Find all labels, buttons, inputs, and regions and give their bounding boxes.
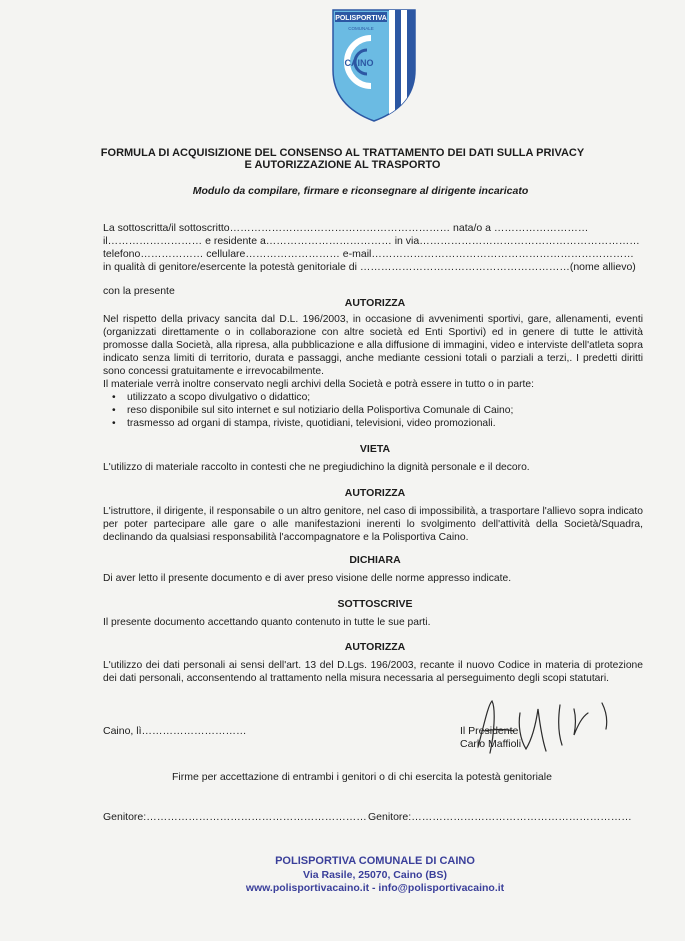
place-date-field[interactable]: Caino, lì…………………………: [103, 725, 247, 737]
president-role: Il Presidente: [460, 725, 519, 737]
vieta-body: L'utilizzo di materiale raccolto in contesti che ne pregiudichino la dignità personale e il decoro.: [103, 462, 530, 473]
logo-subname: COMUNALE: [348, 26, 374, 31]
president-name: Carlo Maffioli: [460, 738, 522, 750]
heading-vieta: VIETA: [359, 443, 391, 455]
autorizza-3-body: L'utilizzo dei dati personali ai sensi dell'art. 13 del D.Lgs. 196/2003, recante il nuovo Codice in materia di protezione dei dati personali, acconsentendo al trattamento nella misura necessaria al perseguimento degli scopi statutari.: [103, 660, 643, 684]
footer-address: Via Rasile, 25070, Caino (BS): [303, 869, 447, 881]
field-line-student[interactable]: in qualità di genitore/esercente la potestà genitoriale di ……………………………………………………(nome allievo): [103, 261, 636, 273]
heading-dichiara: DICHIARA: [349, 554, 401, 566]
doc-title-line2: E AUTORIZZAZIONE AL TRASPORTO: [244, 159, 441, 171]
autorizza-1-body2: Il materiale verrà inoltre conservato negli archivi della Società e potrà essere in tutto o in parte:: [103, 379, 534, 390]
list-item: • reso disponibile sul sito internet e sul notiziario della Polisportiva Comunale di Caino;: [112, 404, 513, 417]
doc-title-line1: FORMULA DI ACQUISIZIONE DEL CONSENSO AL TRATTAMENTO DEI DATI SULLA PRIVACY: [100, 147, 585, 159]
parents-note: Firme per accettazione di entrambi i genitori o di chi esercita la potestà genitoriale: [172, 771, 552, 783]
heading-autorizza-3: AUTORIZZA: [344, 641, 406, 653]
club-logo: [331, 8, 417, 123]
autorizza-1-body: Nel rispetto della privacy sancita dal D.L. 196/2003, in occasione di avvenimenti sportivi, gare, allenamenti, eventi (organizzati direttamente o in collaborazione con altre società ed Enti Sportivi) ed in genere di tutte le attività promosse dalla Società, alla ripresa, alla pubblicazione e alla diffusione di immagini, video e interviste dell'atleta sopra indicato senza limiti di territorio, durata e passaggi, anche mediante cessioni totali o parziali a terzi,. I predetti diritti sono concessi gratuitamente e irrevocabilmente.: [103, 314, 643, 377]
list-item: • trasmesso ad organi di stampa, riviste, quotidiani, televisioni, video promozionali.: [112, 417, 513, 430]
field-line-name[interactable]: La sottoscritta/il sottoscritto……………………………………………………… nata/o a ………………………: [103, 222, 589, 234]
heading-autorizza-1: AUTORIZZA: [344, 297, 406, 309]
field-line-residence[interactable]: il……………………… e residente a……………………………… in via………………………………………………………: [103, 235, 640, 247]
doc-subtitle: Modulo da compilare, firmare e riconsegnare al dirigente incaricato: [192, 185, 529, 197]
footer-web[interactable]: www.polisportivacaino.it - info@polisportivacaino.it: [245, 882, 505, 894]
parent-signature-1[interactable]: Genitore:………………………………………………………: [103, 811, 367, 823]
intro-text: con la presente: [103, 285, 175, 297]
heading-sottoscrive: SOTTOSCRIVE: [337, 598, 413, 610]
parent-signature-2[interactable]: Genitore:………………………………………………………: [368, 811, 632, 823]
dichiara-body: Di aver letto il presente documento e di aver preso visione delle norme appresso indicate.: [103, 573, 512, 584]
field-line-contacts[interactable]: telefono……………… cellulare……………………… e-mail…………………………………………………………………: [103, 248, 634, 260]
logo-place: CAINO: [344, 58, 374, 68]
heading-autorizza-2: AUTORIZZA: [344, 487, 406, 499]
handwritten-signature: [470, 695, 620, 765]
logo-name: POLISPORTIVA: [335, 15, 387, 22]
autorizza-1-list: [112, 391, 513, 430]
sottoscrive-body: Il presente documento accettando quanto contenuto in tutte le sue parti.: [103, 617, 431, 628]
list-item: • utilizzato a scopo divulgativo o didattico;: [112, 391, 513, 404]
autorizza-2-body: L'istruttore, il dirigente, il responsabile o un altro genitore, nel caso di impossibilità, a trasportare l'allievo sopra indicato per poter partecipare alle gare o alle manifestazioni inerenti lo svolgimento dell'attività della Società/Squadra, declinando da qualsiasi responsabilità l'accompagnatore e la Polisportiva Caino.: [103, 506, 643, 543]
footer-org: POLISPORTIVA COMUNALE DI CAINO: [275, 855, 475, 867]
